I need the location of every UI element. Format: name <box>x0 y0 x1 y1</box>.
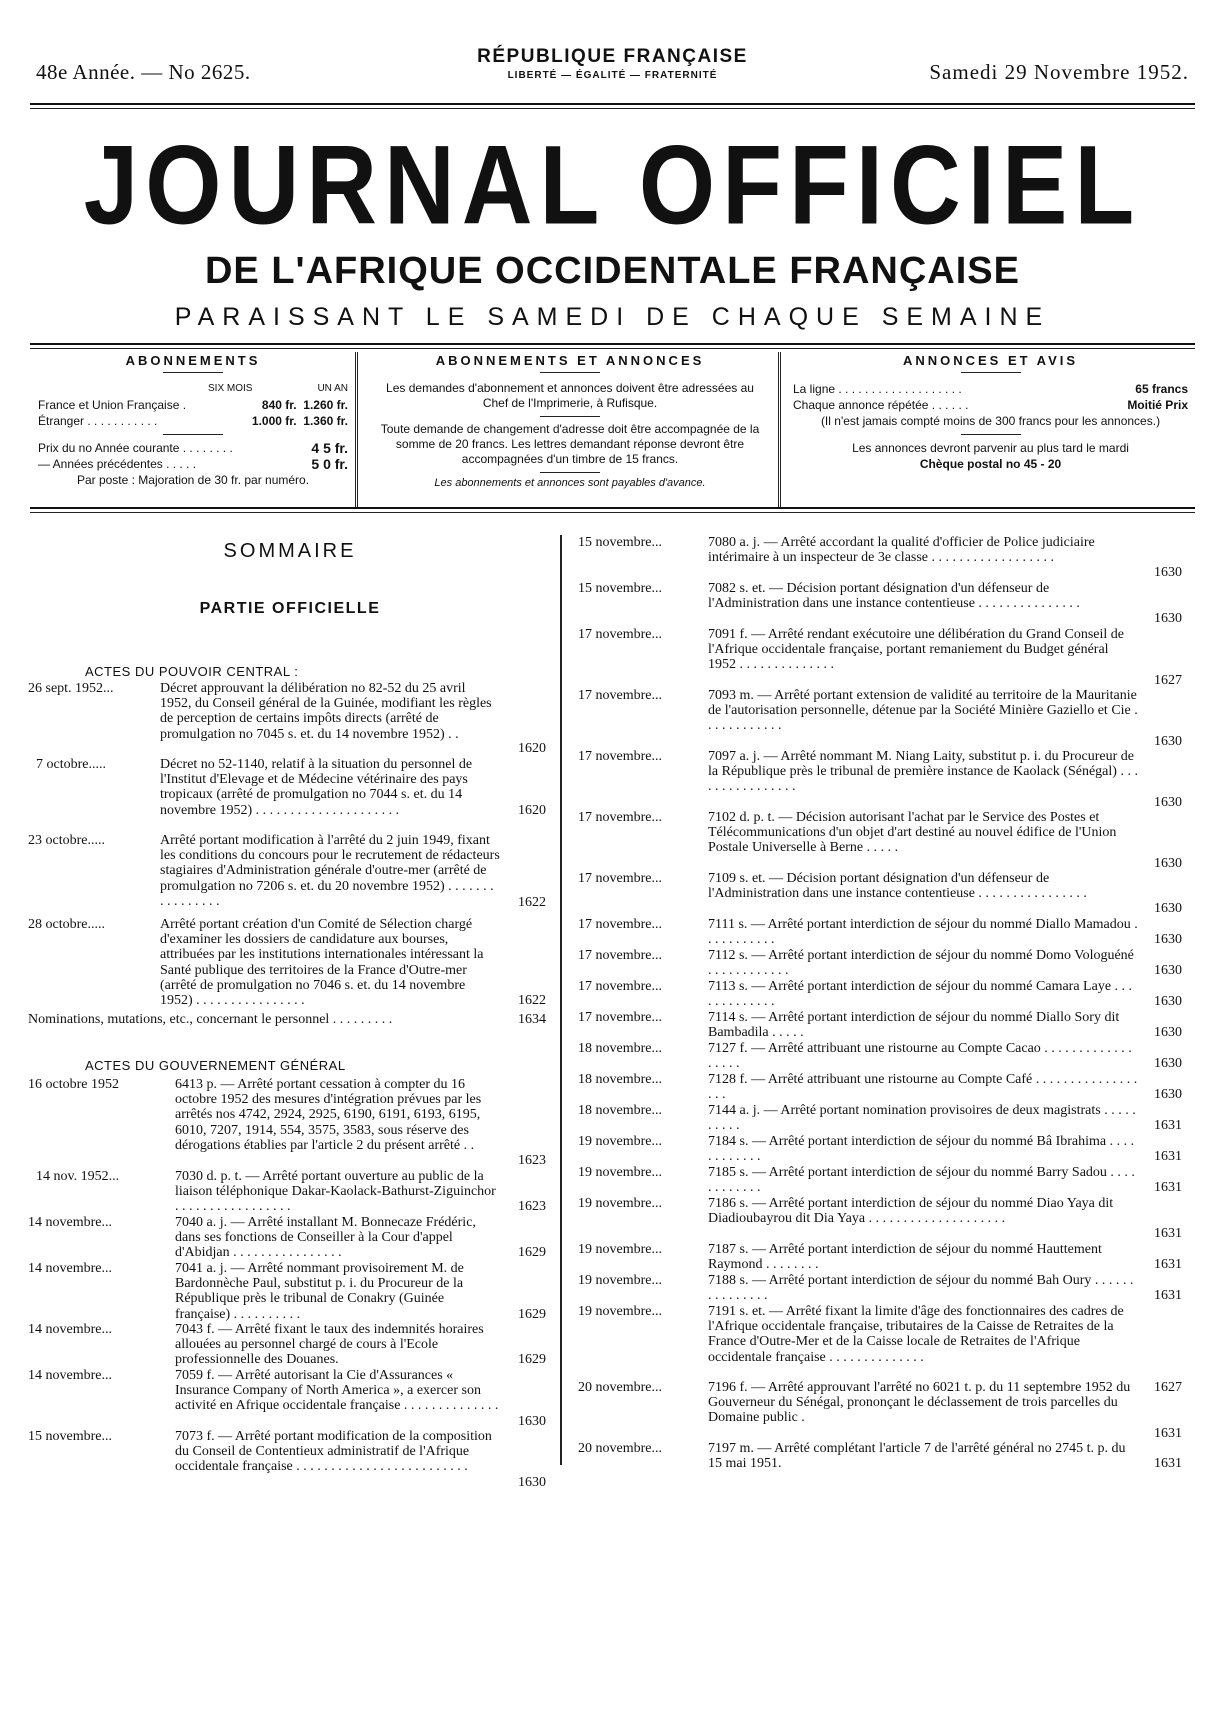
annonces-avis-box <box>793 353 1188 503</box>
abo-row-france: France et Union Française . 840 fr. 1.260 fr. <box>38 398 348 412</box>
abo-annonces-p2: Toute demande de changement d'adresse doit être accompagnée de la somme de 20 francs. Les lettres demandant réponse devront être accompagnées d'un timbre de 15 francs. <box>380 422 760 466</box>
poste-majoration: Par poste : Majoration de 30 fr. par numéro. <box>76 473 310 487</box>
section-gouvernement-general: ACTES DU GOUVERNEMENT GÉNÉRAL <box>85 1058 346 1073</box>
col-six-mois: SIX MOIS <box>208 383 253 394</box>
journal-subtitle: DE L'AFRIQUE OCCIDENTALE FRANÇAISE <box>204 250 1020 292</box>
sommaire-title: SOMMAIRE <box>223 540 357 562</box>
abo-row-etranger: Étranger . . . . . . . . . . . 1.000 fr. 1.360 fr. <box>38 414 348 428</box>
motto: LIBERTÉ — ÉGALITÉ — FRATERNITÉ <box>507 70 718 81</box>
abonnements-title: ABONNEMENTS <box>125 353 261 368</box>
annonce-note: (Il n'est jamais compté moins de 300 francs pour les annonces.) <box>820 414 1161 428</box>
abo-annonces-p3: Les abonnements et annonces sont payables d'avance. <box>434 477 706 489</box>
column-separator <box>560 535 562 1465</box>
box-top-rule <box>30 343 1195 345</box>
partie-officielle-title: PARTIE OFFICIELLE <box>199 600 381 617</box>
prix-annee-courante: Prix du no Année courante . . . . . . . . 4 5 fr. <box>38 440 348 456</box>
abo-annonces-p1: Les demandes d'abonnement et annonces doivent être adressées au Chef de l'Imprimerie, à Rufisque. <box>386 381 754 410</box>
prix-annees-precedentes: — Années précédentes . . . . . 5 0 fr. <box>38 456 348 472</box>
journal-title: JOURNAL OFFICIEL <box>83 121 1142 248</box>
box-divider-2 <box>778 352 781 507</box>
box-bottom-rule-thin <box>30 512 1195 513</box>
box-bottom-rule <box>30 507 1195 509</box>
abo-annonces-title: ABONNEMENTS ET ANNONCES <box>435 353 705 368</box>
header-rule-thin <box>30 108 1195 109</box>
box-divider-1 <box>355 352 358 507</box>
issue-date: Samedi 29 Novembre 1952. <box>929 60 1189 84</box>
section-pouvoir-central: ACTES DU POUVOIR CENTRAL : <box>85 664 299 679</box>
annonce-ligne: La ligne . . . . . . . . . . . . . . . . . . . 65 francs <box>793 382 1188 396</box>
header-bar <box>30 40 1195 100</box>
annonce-repetee: Chaque annonce répétée . . . . . . Moitié Prix <box>793 398 1188 412</box>
publication-frequency: PARAISSANT LE SAMEDI DE CHAQUE SEMAINE <box>174 303 1051 331</box>
annonces-avis-title: ANNONCES ET AVIS <box>902 353 1079 368</box>
masthead <box>0 121 1225 248</box>
abo-annonces-box <box>370 353 770 503</box>
issue-number: 48e Année. — No 2625. <box>36 60 251 84</box>
header-rule <box>30 103 1195 105</box>
box-top-rule-thin <box>30 348 1195 349</box>
republic-label: RÉPUBLIQUE FRANÇAISE <box>477 46 748 67</box>
abonnements-box <box>38 353 348 503</box>
cheque-postal: Chèque postal no 45 - 20 <box>919 457 1062 471</box>
annonce-delai: Les annonces devront parvenir au plus tard le mardi <box>852 441 1129 455</box>
col-un-an: UN AN <box>317 383 348 394</box>
